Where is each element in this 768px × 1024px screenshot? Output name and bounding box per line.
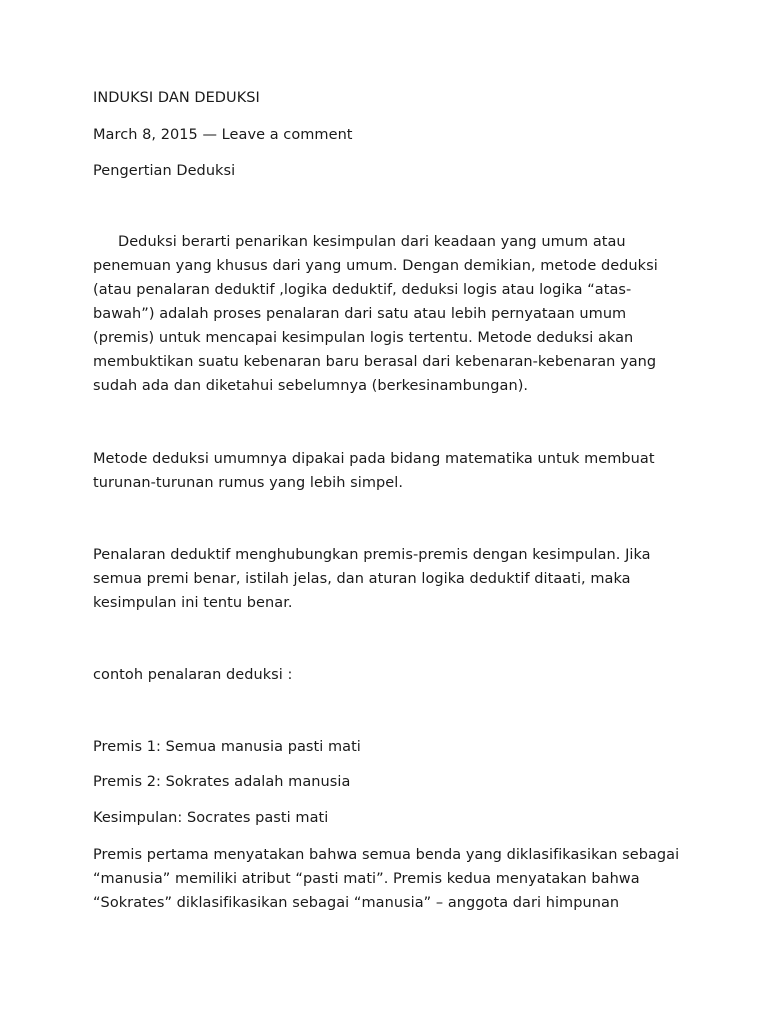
paragraph-line: Metode deduksi umumnya dipakai pada bidang matematika untuk membuat [93, 451, 655, 467]
post-meta: March 8, 2015 — Leave a comment [93, 127, 353, 143]
paragraph-line: Deduksi berarti penarikan kesimpulan dari keadaan yang umum atau [118, 234, 626, 250]
paragraph-line: semua premi benar, istilah jelas, dan aturan logika deduktif ditaati, maka [93, 571, 631, 587]
document-title: INDUKSI DAN DEDUKSI [93, 90, 260, 106]
paragraph-line: Premis pertama menyatakan bahwa semua benda yang diklasifikasikan sebagai [93, 847, 680, 863]
paragraph-line: membuktikan suatu kebenaran baru berasal dari kebenaran-kebenaran yang [93, 354, 657, 370]
paragraph-line: bawah”) adalah proses penalaran dari satu atau lebih pernyataan umum [93, 306, 627, 322]
paragraph-line: “Sokrates” diklasifikasikan sebagai “manusia” – anggota dari himpunan [93, 895, 620, 911]
paragraph-line: turunan-turunan rumus yang lebih simpel. [93, 475, 403, 491]
conclusion: Kesimpulan: Socrates pasti mati [93, 810, 329, 826]
paragraph-line: (atau penalaran deduktif ,logika deduktif, deduksi logis atau logika “atas- [93, 282, 632, 298]
paragraph-line: Penalaran deduktif menghubungkan premis-premis dengan kesimpulan. Jika [93, 547, 651, 563]
premise-1: Premis 1: Semua manusia pasti mati [93, 739, 361, 755]
example-heading: contoh penalaran deduksi : [93, 667, 293, 683]
paragraph-line: (premis) untuk mencapai kesimpulan logis tertentu. Metode deduksi akan [93, 330, 634, 346]
paragraph-line: kesimpulan ini tentu benar. [93, 595, 293, 611]
paragraph-line: penemuan yang khusus dari yang umum. Dengan demikian, metode deduksi [93, 258, 658, 274]
premise-2: Premis 2: Sokrates adalah manusia [93, 774, 351, 790]
paragraph-line: “manusia” memiliki atribut “pasti mati”. Premis kedua menyatakan bahwa [93, 871, 640, 887]
paragraph-line: sudah ada dan diketahui sebelumnya (berkesinambungan). [93, 378, 529, 394]
section-heading: Pengertian Deduksi [93, 163, 236, 179]
